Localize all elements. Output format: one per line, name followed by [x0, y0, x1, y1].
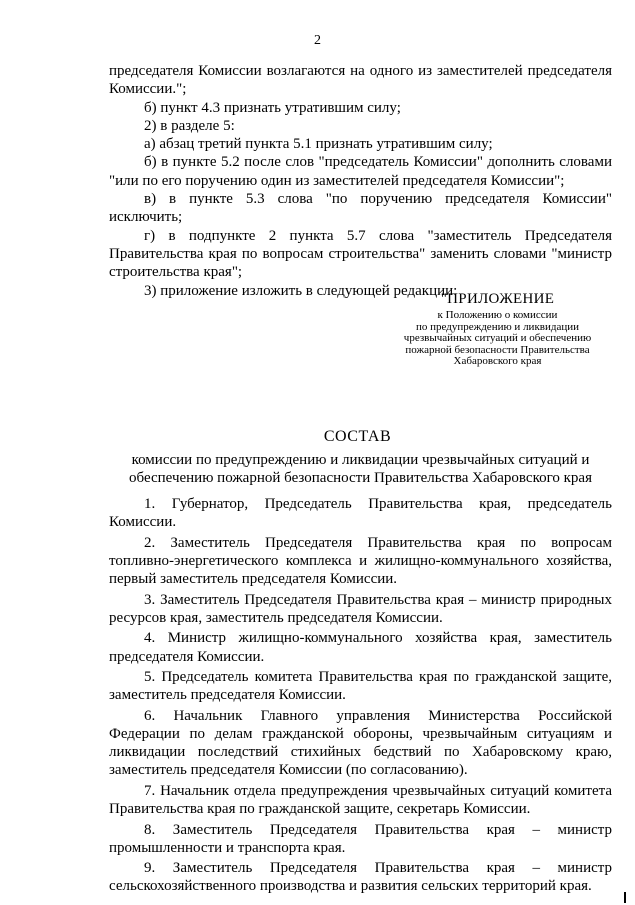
appendix-line: Хабаровского края — [453, 355, 542, 367]
paragraph: председателя Комиссии возлагаются на одного из заместителей председателя Комиссии."; — [109, 63, 612, 98]
member-item: 4. Министр жилищно-коммунального хозяйства края, заместитель председателя Комиссии. — [109, 630, 612, 665]
composition-subtitle: комиссии по предупреждению и ликвидации чрезвычайных ситуаций и обеспечению пожарной безопасности Правительства Хабаровского края — [129, 452, 592, 486]
paragraph: г) в подпункте 2 пункта 5.7 слова "заместитель Председателя Правительства края по вопросам строительства" заменить словами "министр строительства края"; — [109, 227, 612, 281]
member-item: 6. Начальник Главного управления Министерства Российской Федерации по делам гражданской обороны, чрезвычайным ситуациям и ликвидации последствий стихийных бедствий по Хабаровскому краю, заместитель председателя Комиссии (по согласованию). — [109, 707, 612, 779]
appendix-header — [385, 290, 610, 368]
scan-edge-mark — [624, 892, 626, 903]
amendment-text — [109, 62, 612, 300]
appendix-line: чрезвычайных ситуаций и обеспечению — [403, 332, 592, 344]
appendix-line: по предупреждению и ликвидации — [415, 320, 580, 333]
composition-title: СОСТАВ — [323, 428, 392, 445]
appendix-line: к Положению о комиссии — [437, 309, 558, 321]
member-item: 2. Заместитель Председателя Правительства края по вопросам топливно-энергетического комплекса и жилищно-коммунального хозяйства, первый заместитель председателя Комиссии. — [109, 534, 612, 588]
paragraph: б) в пункте 5.2 после слов "председатель Комиссии" дополнить словами "или по его поручению один из заместителей председателя Комиссии"; — [109, 154, 612, 189]
member-item: 5. Председатель комитета Правительства края по гражданской защите, заместитель председателя Комиссии. — [109, 669, 612, 704]
paragraph: б) пункт 4.3 признать утратившим силу; — [144, 99, 401, 116]
paragraph: 2) в разделе 5: — [144, 117, 235, 134]
paragraph: 3) приложение изложить в следующей редакции: — [144, 282, 458, 299]
member-item: 7. Начальник отдела предупреждения чрезвычайных ситуаций комитета Правительства края по гражданской защите, секретарь Комиссии. — [109, 782, 612, 818]
member-item: 9. Заместитель Председателя Правительства края – министр сельскохозяйственного производства и развития сельских территорий края. — [109, 860, 612, 895]
member-item: 8. Заместитель Председателя Правительства края – министр промышленности и транспорта края. — [109, 821, 612, 856]
appendix-title: "ПРИЛОЖЕНИЕ — [440, 291, 555, 307]
paragraph: а) абзац третий пункта 5.1 признать утратившим силу; — [144, 136, 493, 153]
page-number: 2 — [314, 33, 321, 48]
paragraph: в) в пункте 5.3 слова "по поручению председателя Комиссии" исключить; — [109, 191, 612, 226]
member-item: 1. Губернатор, Председатель Правительства края, председатель Комиссии. — [109, 496, 612, 531]
members-list — [109, 495, 612, 898]
member-item: 3. Заместитель Председателя Правительства края – министр природных ресурсов края, заместитель председателя Комиссии. — [109, 591, 612, 626]
appendix-line: пожарной безопасности Правительства — [405, 343, 590, 356]
